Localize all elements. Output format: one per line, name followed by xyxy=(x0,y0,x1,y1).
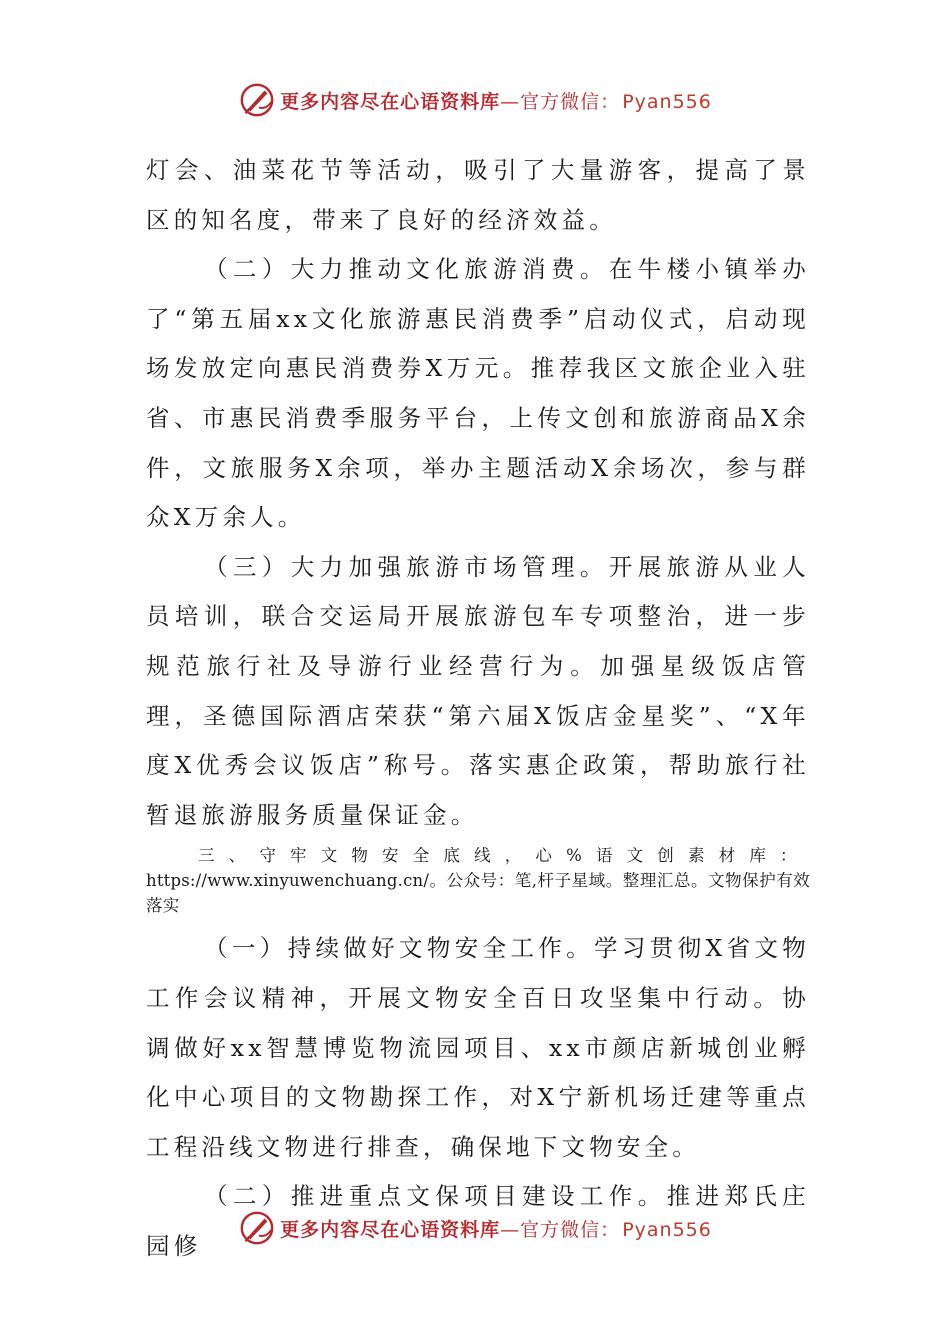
header-banner xyxy=(0,78,950,122)
section-heading-note xyxy=(146,843,810,918)
banner-brand: 更多内容尽在心语资料库 xyxy=(280,1218,501,1241)
paragraph: 灯会、油菜花节等活动，吸引了大量游客，提高了景区的知名度，带来了良好的经济效益。 xyxy=(146,156,810,234)
footer-banner xyxy=(0,1206,950,1250)
banner-handle: Pyan556 xyxy=(622,90,712,113)
heading-rest-text: https://www.xinyuwenchuang.cn/。公众号：笔,杆子星域。整理汇总。文物保护有效落实 xyxy=(146,871,810,916)
banner-suffix: 官方微信： xyxy=(520,90,621,113)
paragraph: （二）大力推动文化旅游消费。在牛楼小镇举办了“第五届xx文化旅游惠民消费季”启动仪式，启动现场发放定向惠民消费券X万元。推荐我区文旅企业入驻省、市惠民消费季服务平台，上传文创和旅游商品X余件，文旅服务X余项，举办主题活动X余场次，参与群众X万余人。 xyxy=(146,255,810,532)
banner-handle: Pyan556 xyxy=(622,1218,712,1241)
quill-logo-icon xyxy=(238,1209,276,1247)
quill-logo-icon xyxy=(238,81,276,119)
banner-dash: — xyxy=(500,1218,521,1241)
banner-brand: 更多内容尽在心语资料库 xyxy=(280,90,501,113)
banner-text xyxy=(280,87,712,114)
heading-spaced-text: 三、守牢文物安全底线，心%语文创素材库： xyxy=(198,846,810,866)
banner-suffix: 官方微信： xyxy=(520,1218,621,1241)
paragraph: （一）持续做好文物安全工作。学习贯彻X省文物工作会议精神，开展文物安全百日攻坚集中行动。协调做好xx智慧博览物流园项目、xx市颜店新城创业孵化中心项目的文物勘探工作，对X宁新机场迁建等重点工程沿线文物进行排查，确保地下文物安全。 xyxy=(146,934,810,1161)
document-body xyxy=(146,146,810,1271)
paragraph: （二）推进重点文保项目建设工作。推进郑氏庄园修 xyxy=(146,1182,810,1260)
banner-dash: — xyxy=(500,90,521,113)
paragraph: （三）大力加强旅游市场管理。开展旅游从业人员培训，联合交运局开展旅游包车专项整治，进一步规范旅行社及导游行业经营行为。加强星级饭店管理，圣德国际酒店荣获“第六届X饭店金星奖”、“X年度X优秀会议饭店”称号。落实惠企政策，帮助旅行社暂退旅游服务质量保证金。 xyxy=(146,552,810,829)
banner-text xyxy=(280,1215,712,1242)
